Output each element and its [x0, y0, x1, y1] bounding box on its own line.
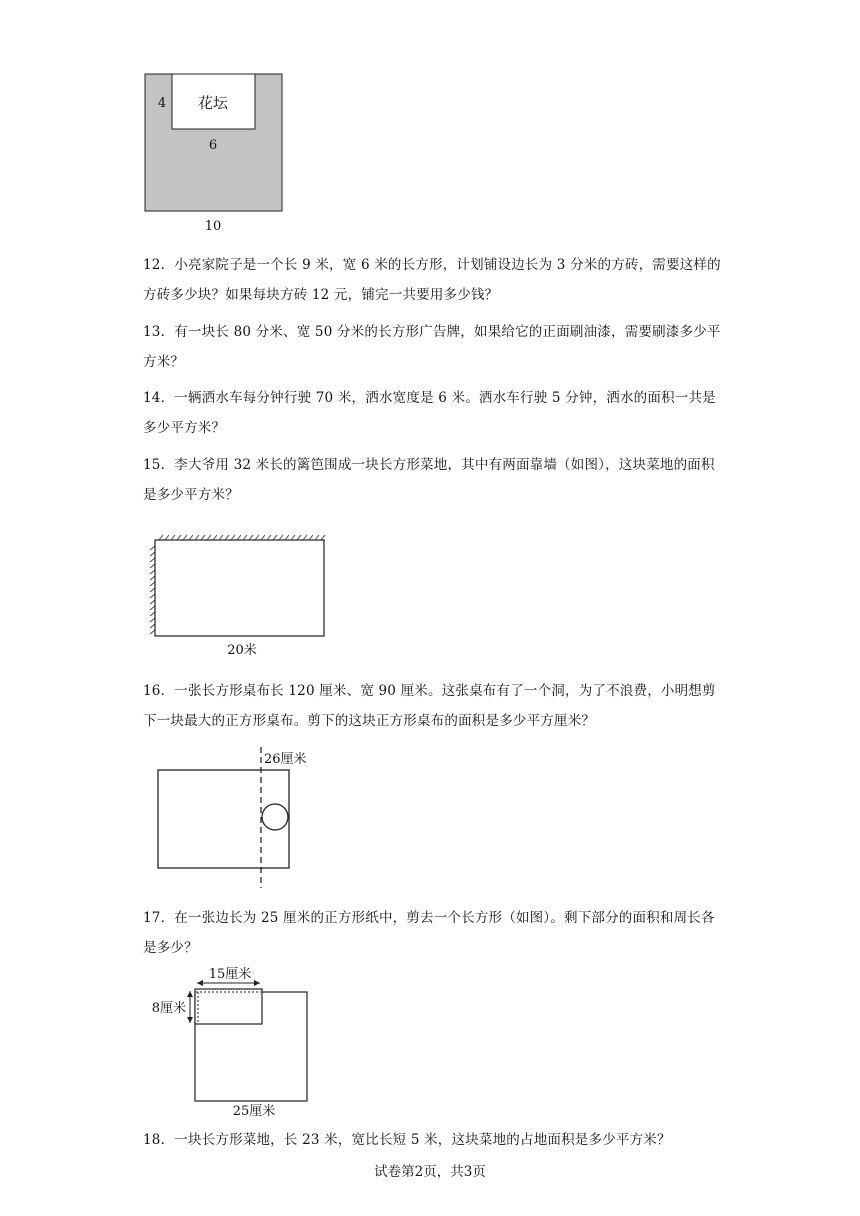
question-14: 14．一辆洒水车每分钟行驶 70 米，洒水宽度是 6 米。洒水车行驶 5 分钟，洒水的面积一共是多少平方米？: [143, 390, 716, 436]
wall-hatch-left: [150, 540, 155, 636]
garden-rect: [155, 540, 324, 636]
paper-side-label: 8厘米: [151, 1001, 186, 1016]
question-18: 18．一块长方形菜地，长 23 米，宽比长短 5 米，这块菜地的占地面积是多少平方米？: [143, 1132, 671, 1148]
wall-hatch-top: [155, 535, 325, 540]
dim-side-arrow: [187, 991, 193, 1023]
question-15: 15．李大爷用 32 米长的篱笆围成一块长方形菜地，其中有两面靠墙（如图），这块菜地的面积是多少平方米？: [143, 457, 715, 503]
paper-bottom-label: 25厘米: [232, 1104, 276, 1119]
question-12: 12．小亮家院子是一个长 9 米，宽 6 米的长方形，计划铺设边长为 3 分米的方砖，需要这样的方砖多少块？如果每块方砖 12 元，铺完一共要用多少钱？: [143, 257, 721, 303]
garden-bottom-label: 20米: [227, 643, 257, 658]
hole-circle: [262, 804, 288, 830]
flowerbed-inner-dim: 6: [208, 138, 218, 153]
flowerbed-label: 花坛: [197, 94, 229, 112]
question-17: 17．在一张边长为 25 厘米的正方形纸中，剪去一个长方形（如图）。剩下部分的面积和周长各是多少？: [143, 910, 715, 956]
cut-label: 26厘米: [264, 752, 307, 767]
paper-figure: [140, 965, 330, 1125]
tablecloth-figure: [150, 745, 330, 890]
page-footer: 试卷第2页，共3页: [374, 1164, 486, 1180]
flowerbed-bottom-dim: 10: [204, 219, 222, 234]
flowerbed-figure: [140, 70, 290, 240]
flowerbed-left-dim: 4: [157, 96, 167, 111]
question-13: 13．有一块长 80 分米、宽 50 分米的长方形广告牌，如果给它的正面刷油漆，需要刷漆多少平方米？: [143, 324, 721, 370]
paper-top-label: 15厘米: [208, 967, 252, 982]
cut-rectangle: [195, 989, 262, 1024]
question-16: 16．一张长方形桌布长 120 厘米、宽 90 厘米。这张桌布有了一个洞，为了不浪费，小明想剪下一块最大的正方形桌布。剪下的这块正方形桌布的面积是多少平方厘米？: [143, 683, 716, 729]
garden-figure: [145, 530, 335, 665]
